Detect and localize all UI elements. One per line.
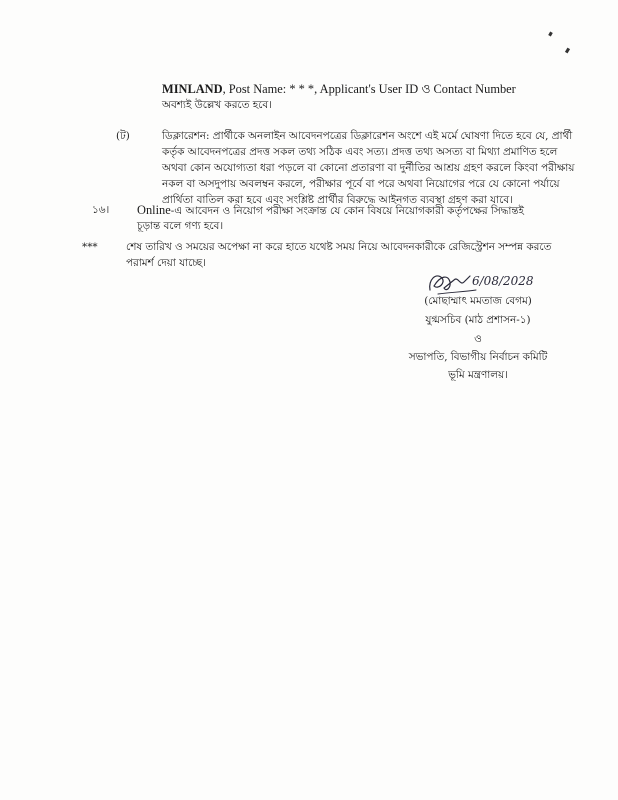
item-t-line-3: অথবা কোন অযোগ্যতা ধরা পড়লে বা কোনো প্রতারণা বা দুর্নীতির আশ্রয় গ্রহণ করলে কিংবা পরীক্ষায়: [162, 162, 575, 174]
fragment-bold-text: MINLAND: [162, 82, 223, 96]
fragment-line-1: [162, 82, 516, 97]
signatory-name: (মোছাম্মাৎ মমতাজ বেগম): [424, 295, 532, 307]
item-16-marker: ১৬।: [92, 204, 110, 216]
note-marker: ***: [82, 241, 98, 253]
signatory-designation: যুগ্মসচিব (মাঠ প্রশাসন-১): [425, 314, 531, 326]
item-t-marker: (ট): [116, 130, 130, 142]
fragment-latin-text: , Post Name: * * *, Applicant's User ID ও Contact Number: [222, 82, 516, 96]
note-line-1: শেষ তারিখ ও সময়ের অপেক্ষা না করে হাতে যথেষ্ট সময় নিয়ে আবেদনকারীকে রেজিস্ট্রেশন সম্পন্ন করতে: [126, 241, 552, 253]
signatory-ministry: ভূমি মন্ত্রণালয়।: [448, 369, 508, 381]
item-16-line-2: চূড়ান্ত বলে গণ্য হবে।: [137, 220, 224, 232]
item-t-line-2: কর্তৃক আবেদনপত্রের প্রদত্ত সকল তথ্য সঠিক এবং সত্য। প্রদত্ত তথ্য অসত্য বা মিথ্যা প্রমাণিত হলে: [162, 146, 558, 158]
signatory-conjunction: ও: [474, 333, 482, 345]
fragment-line-2: অবশ্যই উল্লেখ করতে হবে।: [162, 99, 272, 111]
item-16-text: -এ আবেদন ও নিয়োগ পরীক্ষা সংক্রান্ত যে কোন বিষয়ে নিয়োগকারী কর্তৃপক্ষের সিদ্ধান্তই: [170, 205, 524, 217]
item-t-line-5: প্রার্থিতা বাতিল করা হবে এবং সংশ্লিষ্ট প্রার্থীর বিরুদ্ধে আইনগত ব্যবস্থা গ্রহণ করা যাবে।: [162, 194, 513, 206]
note-line-2: পরামর্শ দেয়া যাচ্ছে।: [126, 257, 206, 269]
item-16-line-1: [137, 203, 524, 218]
signatory-role: সভাপতি, বিভাগীয় নির্বাচন কমিটি: [408, 351, 548, 363]
scan-speck: [548, 32, 553, 37]
item-t-line-4: নকল বা অসদুপায় অবলম্বন করলে, পরীক্ষার পূর্বে বা পরে অথবা নিয়োগের পরে যে কোনো পর্যায়ে: [162, 178, 560, 190]
item-t-line-1: ডিক্লারেশন: প্রার্থীকে অনলাইন আবেদনপত্রের ডিক্লারেশন অংশে এই মর্মে ঘোষণা দিতে হবে যে, প্রার্থী: [162, 130, 573, 142]
scan-speck: [565, 48, 570, 54]
item-16-latin-word: Online: [137, 203, 171, 217]
handwritten-date: 6/08/2028: [472, 274, 534, 288]
